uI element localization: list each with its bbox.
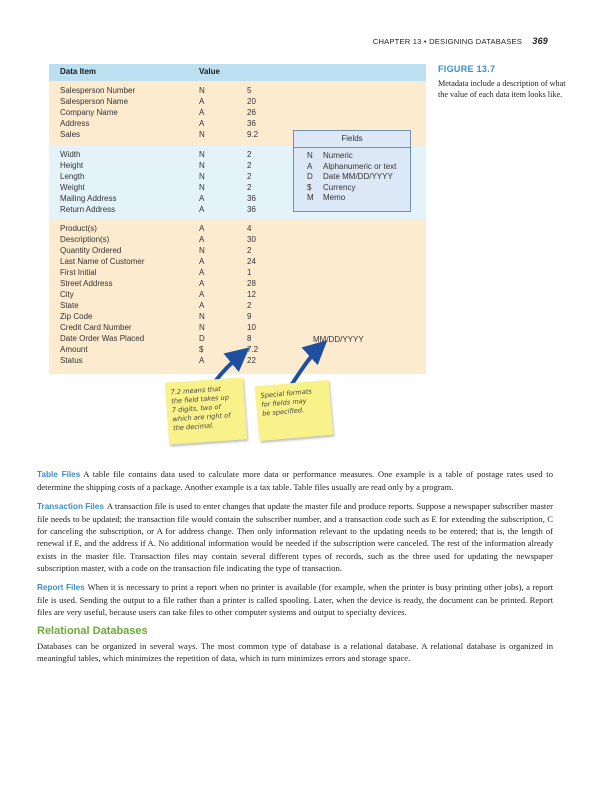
cell-length: 1 bbox=[247, 268, 252, 277]
cell-length: 12 bbox=[247, 290, 256, 299]
cell-data-item: Description(s) bbox=[60, 235, 110, 244]
cell-type: N bbox=[199, 130, 205, 139]
cell-type: N bbox=[199, 150, 205, 159]
cell-type: $ bbox=[199, 345, 204, 354]
cell-length: 2 bbox=[247, 246, 252, 255]
cell-data-item: Zip Code bbox=[60, 312, 93, 321]
note-line: 7 digits, two of bbox=[171, 402, 222, 415]
note-line: which are right of bbox=[172, 411, 231, 424]
cell-type: A bbox=[199, 257, 205, 266]
cell-type: N bbox=[199, 172, 205, 181]
cell-data-item: Credit Card Number bbox=[60, 323, 132, 332]
cell-length: 5 bbox=[247, 86, 252, 95]
note-line: for fields may bbox=[261, 396, 307, 409]
legend-code: $ bbox=[307, 182, 312, 192]
cell-length: 9.2 bbox=[247, 130, 259, 139]
cell-type: A bbox=[199, 205, 205, 214]
cell-data-item: First Initial bbox=[60, 268, 97, 277]
cell-data-item: Company Name bbox=[60, 108, 118, 117]
cell-length: 4 bbox=[247, 224, 252, 233]
cell-data-item: Last Name of Customer bbox=[60, 257, 145, 266]
cell-type: N bbox=[199, 161, 205, 170]
figure-label: FIGURE 13.7 bbox=[438, 64, 496, 74]
run-in-heading-transaction-files: Transaction Files bbox=[37, 502, 104, 512]
cell-data-item: Length bbox=[60, 172, 85, 181]
cell-data-item: Height bbox=[60, 161, 84, 170]
cell-length: 7.2 bbox=[247, 345, 259, 354]
cell-data-item: Mailing Address bbox=[60, 194, 117, 203]
cell-type: A bbox=[199, 279, 205, 288]
cell-type: A bbox=[199, 235, 205, 244]
cell-data-item: Address bbox=[60, 119, 90, 128]
date-format-label: MM/DD/YYYY bbox=[313, 335, 364, 344]
cell-length: 2 bbox=[247, 150, 252, 159]
cell-type: N bbox=[199, 312, 205, 321]
cell-type: N bbox=[199, 183, 205, 192]
paragraph-relational bbox=[37, 640, 553, 664]
legend-meaning: Alphanumeric or text bbox=[323, 161, 397, 171]
cell-type: N bbox=[199, 86, 205, 95]
cell-type: A bbox=[199, 356, 205, 365]
cell-length: 28 bbox=[247, 279, 256, 288]
sticky-note-decimal bbox=[165, 377, 247, 444]
cell-length: 10 bbox=[247, 323, 256, 332]
paragraph-transaction-files bbox=[37, 500, 553, 574]
legend-meaning: Currency bbox=[323, 182, 356, 192]
cell-length: 24 bbox=[247, 257, 256, 266]
cell-data-item: Status bbox=[60, 356, 83, 365]
cell-data-item: Quantity Ordered bbox=[60, 246, 122, 255]
cell-length: 36 bbox=[247, 194, 256, 203]
sticky-note-formats bbox=[255, 380, 334, 441]
cell-length: 2 bbox=[247, 161, 252, 170]
legend-code: N bbox=[307, 151, 313, 160]
text-relational: Databases can be organized in several ways. The most common type of database is a relational database. A relational database is organized in meaningful tables, which minimizes the repetition of data, which in turn minimizes errors and storage space. bbox=[37, 641, 553, 664]
note-line: the field takes up bbox=[170, 393, 230, 406]
cell-type: A bbox=[199, 194, 205, 203]
cell-length: 26 bbox=[247, 108, 256, 117]
cell-data-item: Sales bbox=[60, 130, 81, 139]
figure-caption: Metadata include a description of what the value of each data item looks like. bbox=[438, 79, 566, 99]
cell-type: A bbox=[199, 97, 205, 106]
cell-type: A bbox=[199, 301, 205, 310]
cell-data-item: Street Address bbox=[60, 279, 113, 288]
text-report-files: When it is necessary to print a report when no printer is available (for example, when the printer is busy printing other jobs), a report file is used. Sending the output to a file rather than a printer is called spooling. Later, when the device is ready, the document can be printed. Report files are very useful, because users can take files to other computer systems and output to specialty devices. bbox=[37, 581, 553, 617]
note-line: the decimal. bbox=[172, 421, 215, 433]
legend-code: D bbox=[307, 172, 313, 181]
page-number: 369 bbox=[532, 36, 548, 46]
note-line: be specified. bbox=[261, 406, 305, 418]
cell-type: N bbox=[199, 323, 205, 332]
cell-data-item: Salesperson Name bbox=[60, 97, 129, 106]
cell-length: 30 bbox=[247, 235, 256, 244]
text-table-files: A table file contains data used to calculate more data or performance measures. One example is a table of postage rates used to determine the shipping costs of a package. Another example is a tax table. Table files usually are read only by a program. bbox=[37, 469, 553, 493]
cell-type: A bbox=[199, 268, 205, 277]
body-text bbox=[37, 468, 553, 671]
cell-length: 36 bbox=[247, 119, 256, 128]
cell-length: 20 bbox=[247, 97, 256, 106]
fields-legend-title: Fields bbox=[341, 134, 363, 143]
cell-length: 8 bbox=[247, 334, 252, 343]
cell-data-item: Amount bbox=[60, 345, 88, 354]
cell-data-item: Return Address bbox=[60, 205, 116, 214]
paragraph-report-files bbox=[37, 581, 553, 618]
cell-data-item: Product(s) bbox=[60, 224, 97, 233]
header-value: Value bbox=[199, 67, 220, 76]
legend-meaning: Memo bbox=[323, 193, 346, 202]
legend-code: M bbox=[307, 193, 314, 202]
cell-length: 9 bbox=[247, 312, 252, 321]
section-title-relational: Relational Databases bbox=[37, 625, 148, 638]
cell-data-item: Width bbox=[60, 150, 81, 159]
cell-data-item: Weight bbox=[60, 183, 85, 192]
cell-data-item: Salesperson Number bbox=[60, 86, 136, 95]
cell-length: 2 bbox=[247, 301, 252, 310]
cell-type: A bbox=[199, 108, 205, 117]
cell-length: 22 bbox=[247, 356, 256, 365]
cell-type: D bbox=[199, 334, 205, 343]
legend-meaning: Numeric bbox=[323, 151, 353, 160]
cell-type: A bbox=[199, 224, 205, 233]
legend-code: A bbox=[307, 161, 313, 171]
header-data-item: Data Item bbox=[60, 67, 97, 76]
cell-data-item: State bbox=[60, 301, 79, 310]
cell-type: N bbox=[199, 246, 205, 255]
cell-length: 36 bbox=[247, 205, 256, 214]
run-in-heading-report-files: Report Files bbox=[37, 582, 85, 592]
cell-type: A bbox=[199, 290, 205, 299]
cell-type: A bbox=[199, 119, 205, 128]
cell-length: 2 bbox=[247, 172, 252, 181]
cell-data-item: City bbox=[60, 290, 74, 299]
legend-meaning: Date MM/DD/YYYY bbox=[323, 172, 393, 181]
run-in-heading-table-files: Table Files bbox=[37, 470, 81, 479]
paragraph-table-files bbox=[37, 468, 553, 493]
chapter-title: CHAPTER 13 • DESIGNING DATABASES bbox=[372, 37, 523, 46]
cell-length: 2 bbox=[247, 183, 252, 192]
cell-data-item: Date Order Was Placed bbox=[60, 334, 145, 343]
note-line: 7.2 means that bbox=[170, 384, 221, 397]
note-line: Special formats bbox=[260, 387, 313, 400]
text-transaction-files: A transaction file is used to enter changes that update the master file and produce reports. Suppose a newspaper subscriber master file needs to be updated; the transaction file would contain the subscriber number, and a transaction code such as E for extending the subscription, C for canceling the subscription, or A for address change. Then only information relevant to the updating needs to be entered; that is, the length of renewal if E, and the address if A. No additional information would be needed if the subscription were canceled. The rest of the information already exists in the master file. Transaction files may contain several different types of records, such as the three used for updating the newspaper subscription master, with a code on the transaction file indicating the type of transaction. bbox=[37, 501, 553, 573]
